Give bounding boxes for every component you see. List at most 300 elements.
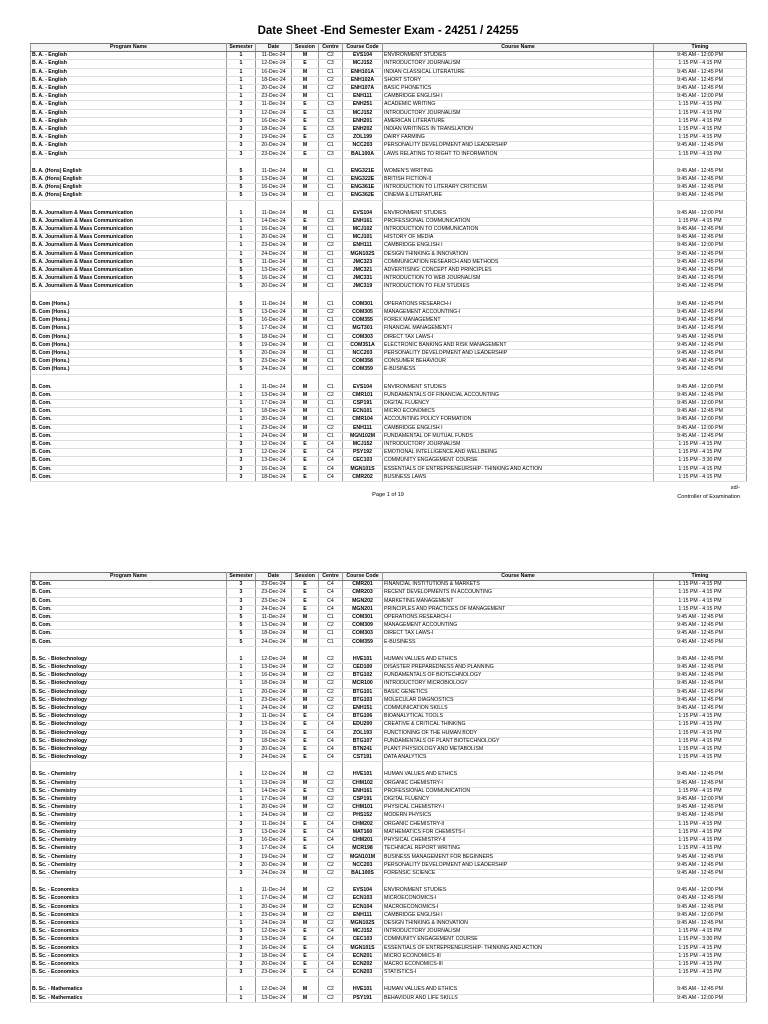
semester-cell: 1 — [227, 919, 256, 927]
date-cell: 16-Dec-24 — [256, 837, 292, 845]
timing-cell: 9:45 AM - 12:45 PM — [654, 366, 747, 374]
semester-cell: 3 — [227, 853, 256, 861]
program-name-cell: B. Com. — [31, 614, 227, 622]
centre-cell: C4 — [319, 597, 343, 605]
timing-cell: 9:45 AM - 12:45 PM — [654, 317, 747, 325]
session-cell: E — [292, 820, 319, 828]
table-row — [31, 861, 747, 869]
program-name-cell: B. Sc. - Biotechnology — [31, 721, 227, 729]
semester-cell: 3 — [227, 142, 256, 150]
course-code-cell: COM301 — [343, 614, 383, 622]
col-program-name: Program Name — [31, 573, 227, 581]
program-name-cell: B. Com. — [31, 440, 227, 448]
page-2 — [30, 572, 746, 1003]
date-cell: 23-Dec-24 — [256, 581, 292, 589]
session-cell: M — [292, 384, 319, 392]
table-row — [31, 737, 747, 745]
course-code-cell: NCC203 — [343, 142, 383, 150]
semester-cell: 3 — [227, 440, 256, 448]
program-name-cell: B. Com. — [31, 589, 227, 597]
program-name-cell: B. Com (Hons.) — [31, 317, 227, 325]
table-row — [31, 93, 747, 101]
table-row — [31, 258, 747, 266]
table-row — [31, 449, 747, 457]
semester-cell: 1 — [227, 384, 256, 392]
session-cell: M — [292, 308, 319, 316]
semester-cell: 1 — [227, 76, 256, 84]
page-number: Page 1 of 19 — [372, 491, 404, 498]
session-cell: M — [292, 275, 319, 283]
centre-cell: C1 — [319, 614, 343, 622]
program-name-cell: B. Sc. - Mathematics — [31, 986, 227, 994]
session-cell: E — [292, 787, 319, 795]
program-name-cell: B. Sc. - Economics — [31, 952, 227, 960]
session-cell: M — [292, 630, 319, 638]
timing-cell: 9:45 AM - 12:45 PM — [654, 672, 747, 680]
timing-cell: 9:45 AM - 12:45 PM — [654, 192, 747, 200]
date-cell: 11-Dec-24 — [256, 614, 292, 622]
centre-cell: C4 — [319, 936, 343, 944]
course-code-cell: ECN104 — [343, 903, 383, 911]
course-code-cell: PSY191 — [343, 994, 383, 1002]
session-cell: M — [292, 391, 319, 399]
program-name-cell: B. A. Journalism & Mass Communication — [31, 283, 227, 291]
course-name-cell: PERSONALITY DEVELOPMENT AND LEADERSHIP — [383, 861, 654, 869]
table-row — [31, 837, 747, 845]
date-cell: 20-Dec-24 — [256, 142, 292, 150]
centre-cell: C2 — [319, 705, 343, 713]
course-code-cell: JMC331 — [343, 275, 383, 283]
course-code-cell: MCJ152 — [343, 928, 383, 936]
course-name-cell: INTRODUCTORY JOURNALISM — [383, 60, 654, 68]
course-name-cell: INTRODUCTORY JOURNALISM — [383, 440, 654, 448]
timing-cell: 9:45 AM - 12:00 PM — [654, 384, 747, 392]
course-code-cell: MGN102M — [343, 432, 383, 440]
course-name-cell: INTRODUCTORY JOURNALISM — [383, 928, 654, 936]
table-row — [31, 358, 747, 366]
course-name-cell: MICROECONOMICS-I — [383, 895, 654, 903]
program-name-cell: B. Com (Hons.) — [31, 341, 227, 349]
timing-cell: 9:45 AM - 12:45 PM — [654, 267, 747, 275]
session-cell: M — [292, 234, 319, 242]
course-code-cell: BTG102 — [343, 672, 383, 680]
date-cell: 13-Dec-24 — [256, 308, 292, 316]
table-row — [31, 52, 747, 60]
session-cell: M — [292, 366, 319, 374]
course-code-cell: ECN101 — [343, 408, 383, 416]
date-cell: 13-Dec-24 — [256, 721, 292, 729]
centre-cell: C4 — [319, 928, 343, 936]
program-name-cell: B. Sc. - Biotechnology — [31, 705, 227, 713]
date-cell: 24-Dec-24 — [256, 919, 292, 927]
date-cell: 17-Dec-24 — [256, 895, 292, 903]
table-row — [31, 432, 747, 440]
timing-cell: 1:15 PM - 4:15 PM — [654, 465, 747, 473]
table-row — [31, 333, 747, 341]
timing-cell: 9:45 AM - 12:45 PM — [654, 308, 747, 316]
semester-cell: 1 — [227, 812, 256, 820]
group-separator — [31, 878, 747, 888]
table-row — [31, 919, 747, 927]
program-name-cell: B. Com. — [31, 416, 227, 424]
course-code-cell: ENH102A — [343, 76, 383, 84]
timing-cell: 9:45 AM - 12:45 PM — [654, 408, 747, 416]
timing-cell: 1:15 PM - 4:15 PM — [654, 944, 747, 952]
table-row — [31, 210, 747, 218]
semester-cell: 3 — [227, 828, 256, 836]
date-cell: 12-Dec-24 — [256, 60, 292, 68]
centre-cell: C2 — [319, 391, 343, 399]
session-cell: M — [292, 796, 319, 804]
date-cell: 24-Dec-24 — [256, 638, 292, 646]
centre-cell: C1 — [319, 210, 343, 218]
timing-cell: 9:45 AM - 12:45 PM — [654, 705, 747, 713]
timing-cell: 9:45 AM - 12:45 PM — [654, 283, 747, 291]
timing-cell: 9:45 AM - 12:45 PM — [654, 68, 747, 76]
semester-cell: 1 — [227, 656, 256, 664]
session-cell: E — [292, 597, 319, 605]
centre-cell: C1 — [319, 267, 343, 275]
date-cell: 20-Dec-24 — [256, 804, 292, 812]
timing-cell: 9:45 AM - 12:45 PM — [654, 656, 747, 664]
centre-cell: C2 — [319, 887, 343, 895]
semester-cell: 5 — [227, 614, 256, 622]
timing-cell: 9:45 AM - 12:00 PM — [654, 994, 747, 1002]
table-row — [31, 994, 747, 1002]
date-cell: 13-Dec-24 — [256, 936, 292, 944]
program-name-cell: B. A. - English — [31, 126, 227, 134]
table-row — [31, 226, 747, 234]
program-name-cell: B. Sc. - Mathematics — [31, 994, 227, 1002]
table-row — [31, 117, 747, 125]
course-name-cell: FUNCTIONING OF THE HUMAN BODY — [383, 729, 654, 737]
timing-cell: 1:15 PM - 4:15 PM — [654, 449, 747, 457]
table-row — [31, 672, 747, 680]
program-name-cell: B. A. (Hons) English — [31, 168, 227, 176]
course-code-cell: ENH161 — [343, 787, 383, 795]
table-row — [31, 109, 747, 117]
session-cell: E — [292, 126, 319, 134]
session-cell: E — [292, 721, 319, 729]
semester-cell: 1 — [227, 226, 256, 234]
timing-cell: 9:45 AM - 12:00 PM — [654, 887, 747, 895]
semester-cell: 5 — [227, 341, 256, 349]
date-cell: 19-Dec-24 — [256, 192, 292, 200]
timing-cell: 1:15 PM - 4:15 PM — [654, 969, 747, 977]
date-cell: 24-Dec-24 — [256, 705, 292, 713]
course-code-cell: JMC321 — [343, 267, 383, 275]
timing-cell: 1:15 PM - 4:15 PM — [654, 605, 747, 613]
program-name-cell: B. Sc. - Chemistry — [31, 804, 227, 812]
session-cell: M — [292, 242, 319, 250]
semester-cell: 5 — [227, 275, 256, 283]
course-name-cell: FOREX MANAGEMENT — [383, 317, 654, 325]
semester-cell: 5 — [227, 258, 256, 266]
date-cell: 13-Dec-24 — [256, 391, 292, 399]
session-cell: E — [292, 969, 319, 977]
timing-cell: 9:45 AM - 12:45 PM — [654, 341, 747, 349]
table-row — [31, 887, 747, 895]
course-code-cell: NCC203 — [343, 349, 383, 357]
session-cell: M — [292, 903, 319, 911]
course-name-cell: OPERATIONS RESEARCH-I — [383, 614, 654, 622]
session-cell: M — [292, 779, 319, 787]
program-name-cell: B. Sc. - Chemistry — [31, 837, 227, 845]
program-name-cell: B. A. (Hons) English — [31, 176, 227, 184]
col-course-code: Course Code — [343, 44, 383, 52]
timing-cell: 9:45 AM - 12:45 PM — [654, 895, 747, 903]
course-code-cell: ENH111 — [343, 93, 383, 101]
course-name-cell: FORENSIC SCIENCE — [383, 869, 654, 877]
semester-cell: 3 — [227, 589, 256, 597]
course-name-cell: PERSONALITY DEVELOPMENT AND LEADERSHIP — [383, 349, 654, 357]
date-cell: 16-Dec-24 — [256, 465, 292, 473]
semester-cell: 1 — [227, 994, 256, 1002]
centre-cell: C1 — [319, 93, 343, 101]
table-row — [31, 664, 747, 672]
table-row — [31, 622, 747, 630]
course-code-cell: EVS104 — [343, 887, 383, 895]
date-cell: 18-Dec-24 — [256, 630, 292, 638]
table-row — [31, 969, 747, 977]
semester-cell: 5 — [227, 325, 256, 333]
session-cell: E — [292, 960, 319, 968]
program-name-cell: B. A. Journalism & Mass Communication — [31, 242, 227, 250]
date-cell: 23-Dec-24 — [256, 911, 292, 919]
date-cell: 17-Dec-24 — [256, 325, 292, 333]
date-cell: 12-Dec-24 — [256, 656, 292, 664]
semester-cell: 3 — [227, 754, 256, 762]
date-cell: 13-Dec-24 — [256, 622, 292, 630]
course-name-cell: TECHNICAL REPORT WRITING — [383, 845, 654, 853]
program-name-cell: B. Com. — [31, 465, 227, 473]
timing-cell: 9:45 AM - 12:00 PM — [654, 796, 747, 804]
program-name-cell: B. Sc. - Economics — [31, 887, 227, 895]
program-name-cell: B. Com (Hons.) — [31, 325, 227, 333]
program-name-cell: B. Sc. - Biotechnology — [31, 696, 227, 704]
semester-cell: 1 — [227, 895, 256, 903]
course-code-cell: MCJ152 — [343, 109, 383, 117]
date-cell: 12-Dec-24 — [256, 449, 292, 457]
program-name-cell: B. A. Journalism & Mass Communication — [31, 258, 227, 266]
course-name-cell: MANAGEMENT ACCOUNTING — [383, 622, 654, 630]
course-name-cell: INTRODUCTORY JOURNALISM — [383, 109, 654, 117]
col-semester: Semester — [227, 44, 256, 52]
program-name-cell: B. A. - English — [31, 52, 227, 60]
centre-cell: C2 — [319, 986, 343, 994]
semester-cell: 3 — [227, 134, 256, 142]
session-cell: M — [292, 341, 319, 349]
timing-cell: 1:15 PM - 4:15 PM — [654, 746, 747, 754]
semester-cell: 1 — [227, 680, 256, 688]
date-cell: 20-Dec-24 — [256, 746, 292, 754]
table-row — [31, 366, 747, 374]
course-code-cell: ENH201 — [343, 117, 383, 125]
timing-cell: 1:15 PM - 4:15 PM — [654, 134, 747, 142]
timing-cell: 1:15 PM - 4:15 PM — [654, 126, 747, 134]
table-row — [31, 812, 747, 820]
session-cell: M — [292, 705, 319, 713]
course-code-cell: ECN201 — [343, 952, 383, 960]
course-name-cell: DESIGN THINKING & INNOVATION — [383, 250, 654, 258]
centre-cell: C4 — [319, 820, 343, 828]
date-cell: 20-Dec-24 — [256, 903, 292, 911]
course-code-cell: ENH111 — [343, 911, 383, 919]
date-cell: 23-Dec-24 — [256, 696, 292, 704]
centre-cell: C1 — [319, 432, 343, 440]
page-title: Date Sheet -End Semester Exam - 24251 / 24255 — [257, 25, 519, 37]
table-row — [31, 828, 747, 836]
semester-cell: 5 — [227, 630, 256, 638]
table-row — [31, 68, 747, 76]
course-name-cell: BIOANALYTICAL TOOLS — [383, 713, 654, 721]
centre-cell: C1 — [319, 638, 343, 646]
timing-cell: 1:15 PM - 4:15 PM — [654, 713, 747, 721]
date-cell: 20-Dec-24 — [256, 861, 292, 869]
course-name-cell: INDIAN WRITINGS IN TRANSLATION — [383, 126, 654, 134]
course-name-cell: MANAGEMENT ACCOUNTING-I — [383, 308, 654, 316]
date-cell: 24-Dec-24 — [256, 250, 292, 258]
semester-cell: 3 — [227, 473, 256, 481]
table-row — [31, 928, 747, 936]
course-code-cell: ENG322E — [343, 176, 383, 184]
centre-cell: C1 — [319, 416, 343, 424]
date-cell: 18-Dec-24 — [256, 473, 292, 481]
timing-cell: 9:45 AM - 12:45 PM — [654, 779, 747, 787]
semester-cell: 1 — [227, 93, 256, 101]
semester-cell: 3 — [227, 960, 256, 968]
course-code-cell: MCJ101 — [343, 234, 383, 242]
course-code-cell: BAL100S — [343, 869, 383, 877]
centre-cell: C2 — [319, 688, 343, 696]
centre-cell: C2 — [319, 76, 343, 84]
course-code-cell: EVS104 — [343, 52, 383, 60]
col-session: Session — [292, 573, 319, 581]
timing-cell: 9:45 AM - 12:45 PM — [654, 168, 747, 176]
timing-cell: 1:15 PM - 4:15 PM — [654, 440, 747, 448]
course-code-cell: BTG107 — [343, 737, 383, 745]
session-cell: M — [292, 210, 319, 218]
program-name-cell: B. Com. — [31, 384, 227, 392]
semester-cell: 3 — [227, 465, 256, 473]
course-code-cell: COM351A — [343, 341, 383, 349]
program-name-cell: B. Sc. - Economics — [31, 936, 227, 944]
centre-cell: C4 — [319, 605, 343, 613]
course-code-cell: MGN101S — [343, 465, 383, 473]
course-code-cell: CHM201 — [343, 837, 383, 845]
timing-cell: 9:45 AM - 12:45 PM — [654, 696, 747, 704]
program-name-cell: B. Sc. - Chemistry — [31, 812, 227, 820]
session-cell: M — [292, 250, 319, 258]
centre-cell: C3 — [319, 117, 343, 125]
course-name-cell: ENVIRONMENT STUDIES — [383, 210, 654, 218]
timing-cell: 9:45 AM - 12:45 PM — [654, 250, 747, 258]
table-row — [31, 903, 747, 911]
date-cell: 11-Dec-24 — [256, 210, 292, 218]
table-header-row — [31, 44, 747, 52]
course-name-cell: ESSENTIALS OF ENTREPRENEURSHIP- THINKING AND ACTION — [383, 944, 654, 952]
semester-cell: 3 — [227, 861, 256, 869]
centre-cell: C4 — [319, 713, 343, 721]
course-code-cell: BTG106 — [343, 713, 383, 721]
course-name-cell: MARKETING MANAGEMENT — [383, 597, 654, 605]
session-cell: M — [292, 812, 319, 820]
session-cell: E — [292, 928, 319, 936]
centre-cell: C4 — [319, 960, 343, 968]
course-name-cell: BUSINESS LAWS — [383, 473, 654, 481]
program-name-cell: B. Com (Hons.) — [31, 333, 227, 341]
date-cell: 13-Dec-24 — [256, 176, 292, 184]
centre-cell: C4 — [319, 457, 343, 465]
centre-cell: C1 — [319, 68, 343, 76]
centre-cell: C4 — [319, 837, 343, 845]
date-cell: 18-Dec-24 — [256, 680, 292, 688]
course-name-cell: INDIAN CLASSICAL LITERATURE — [383, 68, 654, 76]
course-code-cell: COM359 — [343, 638, 383, 646]
date-cell: 13-Dec-24 — [256, 779, 292, 787]
course-code-cell: MAT160 — [343, 828, 383, 836]
date-cell: 11-Dec-24 — [256, 384, 292, 392]
session-cell: E — [292, 746, 319, 754]
date-cell: 16-Dec-24 — [256, 672, 292, 680]
session-cell: M — [292, 258, 319, 266]
table-row — [31, 399, 747, 407]
program-name-cell: B. A. - English — [31, 76, 227, 84]
course-name-cell: MICRO ECONOMICS — [383, 408, 654, 416]
date-cell: 11-Dec-24 — [256, 301, 292, 309]
session-cell: E — [292, 944, 319, 952]
col-course-name: Course Name — [383, 44, 654, 52]
course-code-cell: COM303 — [343, 333, 383, 341]
centre-cell: C2 — [319, 771, 343, 779]
program-name-cell: B. Sc. - Economics — [31, 903, 227, 911]
course-code-cell: COM359 — [343, 366, 383, 374]
course-code-cell: MCR198 — [343, 845, 383, 853]
course-code-cell: ENH111 — [343, 242, 383, 250]
table-row — [31, 126, 747, 134]
course-name-cell: FUNDAMENTALS OF PLANT BIOTECHNOLOGY — [383, 737, 654, 745]
course-code-cell: MCJ152 — [343, 60, 383, 68]
session-cell: E — [292, 837, 319, 845]
col-timing: Timing — [654, 44, 747, 52]
date-cell: 13-Dec-24 — [256, 994, 292, 1002]
semester-cell: 1 — [227, 234, 256, 242]
timing-cell: 9:45 AM - 12:45 PM — [654, 630, 747, 638]
program-name-cell: B. Com. — [31, 597, 227, 605]
course-code-cell: ECN202 — [343, 960, 383, 968]
centre-cell: C1 — [319, 384, 343, 392]
table-row — [31, 820, 747, 828]
course-name-cell: ADVERTISING: CONCEPT AND PRINCIPLES — [383, 267, 654, 275]
course-name-cell: CAMBRIDGE ENGLISH I — [383, 242, 654, 250]
session-cell: M — [292, 622, 319, 630]
course-name-cell: INTRODUCTION TO FILM STUDIES — [383, 283, 654, 291]
table-row — [31, 134, 747, 142]
timing-cell: 1:15 PM - 3:30 PM — [654, 457, 747, 465]
session-cell: M — [292, 680, 319, 688]
centre-cell: C4 — [319, 737, 343, 745]
timing-cell: 9:45 AM - 12:45 PM — [654, 903, 747, 911]
centre-cell: C3 — [319, 150, 343, 158]
semester-cell: 5 — [227, 192, 256, 200]
course-code-cell: COM301 — [343, 301, 383, 309]
date-cell: 14-Dec-24 — [256, 217, 292, 225]
col-program-name: Program Name — [31, 44, 227, 52]
centre-cell: C2 — [319, 812, 343, 820]
program-name-cell: B. Com (Hons.) — [31, 349, 227, 357]
course-code-cell: MCR100 — [343, 680, 383, 688]
table-row — [31, 457, 747, 465]
